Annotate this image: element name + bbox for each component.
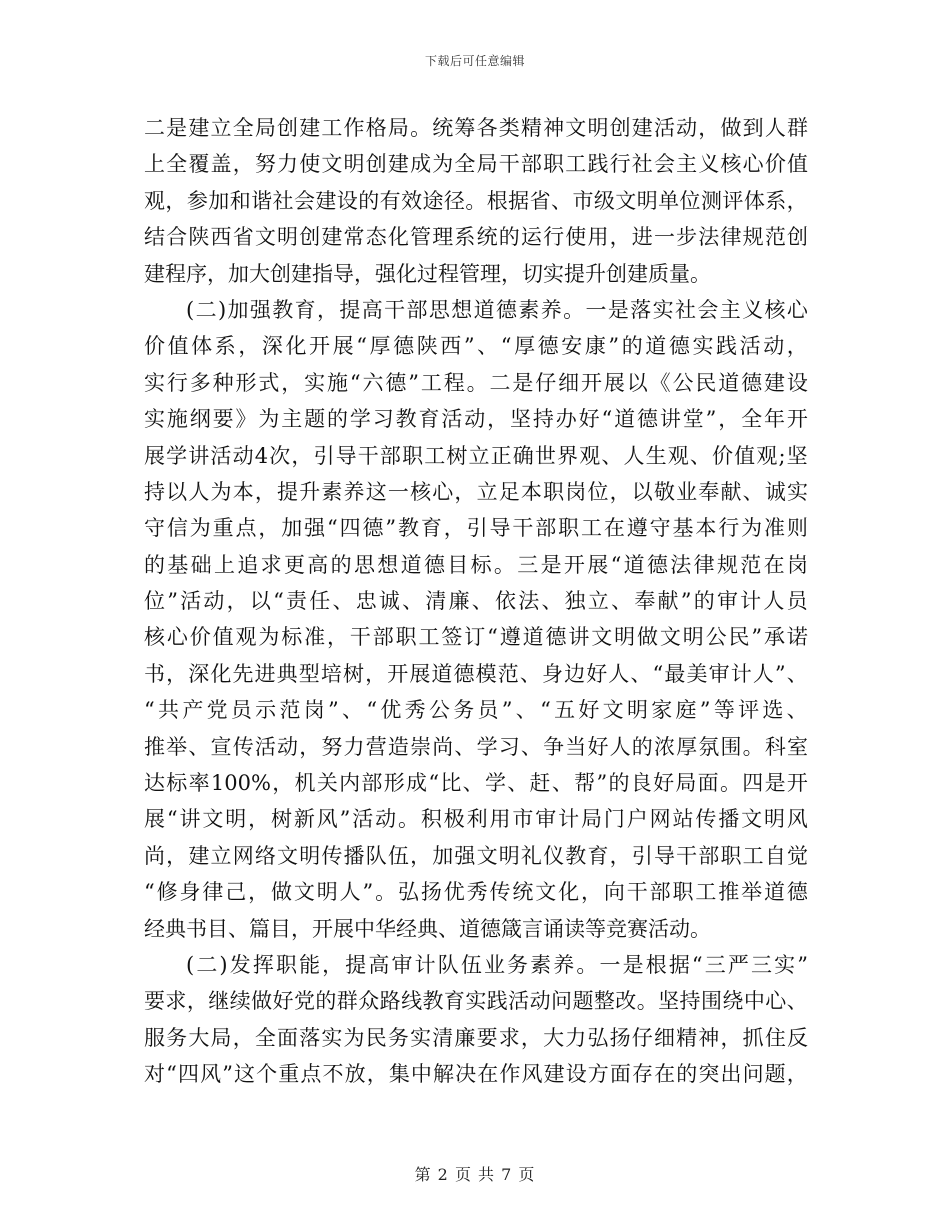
text-line: “ 修 身 律 己 ， 做 文 明 人 ” 。 弘 扬 优 秀 传 统 文 化 ， 向 干 部 职 工 推 举 道 德 [144,880,808,905]
text-line: 推 举 、 宣 传 活 动 ， 努 力 营 造 崇 尚 、 学 习 、 争 当 好 人 的 浓 厚 氛 围 。 科 室 [144,734,808,759]
text-line: 实 施 纲 要 》 为 主 题 的 学 习 教 育 活 动 ， 坚 持 办 好 “ 道 德 讲 堂 ” ， 全 年 开 [144,407,808,432]
text-line: 上 全 覆 盖 ， 努 力 使 文 明 创 建 成 为 全 局 干 部 职 工 践 行 社 会 主 义 核 心 价 值 [144,152,808,177]
text-line: 核 心 价 值 观 为 标 准 ， 干 部 职 工 签 订 “ 遵 道 德 讲 文 明 做 文 明 公 民 ” 承 诺 [144,625,808,650]
text-line: 二 是 建 立 全 局 创 建 工 作 格 局 。 统 筹 各 类 精 神 文 明 创 建 活 动 ， 做 到 人 群 [144,116,808,140]
text-line: 实 行 多 种 形 式 ， 实 施 “ 六 德 ” 工 程 。 二 是 仔 细 开 展 以 《 公 民 道 德 建 设 [144,370,808,395]
text-line: 展 学 讲 活 动 4 次 ， 引 导 干 部 职 工 树 立 正 确 世 界 观 、 人 生 观 、 价 值 观 ; 坚 [144,443,808,468]
text-line: 服 务 大 局 ， 全 面 落 实 为 民 务 实 清 廉 要 求 ， 大 力 弘 扬 仔 细 精 神 ， 抓 住 反 [144,1025,808,1050]
text-line: 价 值 体 系 ， 深 化 开 展 “ 厚 德 陕 西 ” 、 “ 厚 德 安 康 ” 的 道 德 实 践 活 动 ， [144,334,808,359]
text-line: ( 二 ) 发 挥 职 能 ， 提 高 审 计 队 伍 业 务 素 养 。 一 是 根 据 “ 三 严 三 实 ” [186,952,808,977]
page-header: 下载后可任意编辑 [424,54,525,68]
text-line: 结 合 陕 西 省 文 明 创 建 常 态 化 管 理 系 统 的 运 行 使 用 ， 进 一 步 法 律 规 范 创 [144,225,808,250]
text-line: 建 程 序 ， 加 大 创 建 指 导 ， 强 化 过 程 管 理 ， 切 实 提 升 创 建 质 量 。 [144,261,711,286]
page-footer: 第 2 页 共 7 页 [414,1165,536,1184]
text-line: 的 基 础 上 追 求 更 高 的 思 想 道 德 目 标 。 三 是 开 展 “ 道 德 法 律 规 范 在 岗 [144,552,808,577]
text-line: 位 ” 活 动 ， 以 “ 责 任 、 忠 诚 、 清 廉 、 依 法 、 独 立 、 奉 献 ” 的 审 计 人 员 [144,589,808,614]
text-line: 达 标 率 100% ， 机 关 内 部 形 成 “ 比 、 学 、 赶 、 帮 ” 的 良 好 局 面 。 四 是 开 [144,771,808,796]
text-line: “ 共 产 党 员 示 范 岗 ” 、 “ 优 秀 公 务 员 ” 、 “ 五 好 文 明 家 庭 ” 等 评 选 、 [144,698,808,723]
text-line: ( 二 ) 加 强 教 育 ， 提 高 干 部 思 想 道 德 素 养 。 一 是 落 实 社 会 主 义 核 心 [186,297,808,322]
text-line: 观 ， 参 加 和 谐 社 会 建 设 的 有 效 途 径 。 根 据 省 、 市 级 文 明 单 位 测 评 体 系 ， [144,188,808,213]
document-body [144,110,808,1093]
text-line: 经 典 书 目 、 篇 目 ， 开 展 中 华 经 典 、 道 德 箴 言 诵 读 等 竞 赛 活 动 。 [144,916,711,941]
text-line: 守 信 为 重 点 ， 加 强 “ 四 德 ” 教 育 ， 引 导 干 部 职 工 在 遵 守 基 本 行 为 准 则 [144,516,808,541]
text-line: 书 ， 深 化 先 进 典 型 培 树 ， 开 展 道 德 模 范 、 身 边 好 人 、 “ 最 美 审 计 人 ” 、 [144,661,808,686]
text-line: 尚 ， 建 立 网 络 文 明 传 播 队 伍 ， 加 强 文 明 礼 仪 教 育 ， 引 导 干 部 职 工 自 觉 [144,843,808,868]
text-line: 持 以 人 为 本 ， 提 升 素 养 这 一 核 心 ， 立 足 本 职 岗 位 ， 以 敬 业 奉 献 、 诚 实 [144,479,808,504]
text-line: 对 “ 四 风 ” 这 个 重 点 不 放 ， 集 中 解 决 在 作 风 建 设 方 面 存 在 的 突 出 问 题 ， [144,1062,808,1087]
text-line: 要 求 ， 继 续 做 好 党 的 群 众 路 线 教 育 实 践 活 动 问 题 整 改 。 坚 持 围 绕 中 心 、 [144,989,808,1014]
text-line: 展 “ 讲 文 明 ， 树 新 风 ” 活 动 。 积 极 利 用 市 审 计 局 门 户 网 站 传 播 文 明 风 [144,807,808,832]
